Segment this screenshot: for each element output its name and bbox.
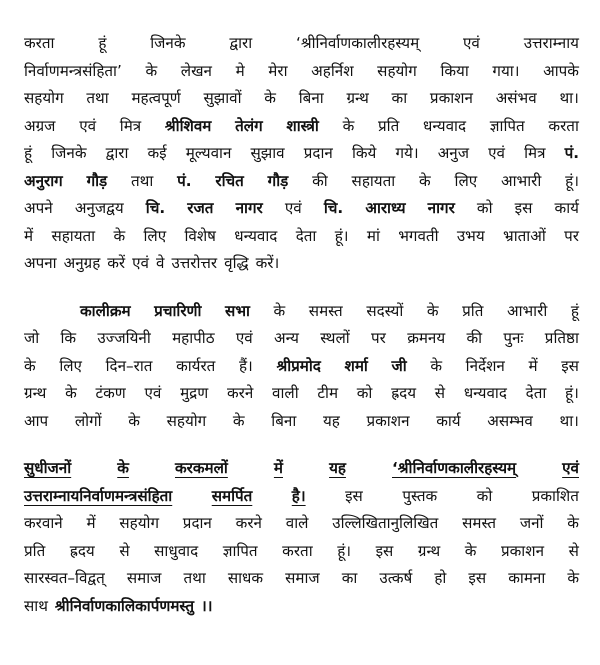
word: अहर्निश [311, 61, 354, 80]
word: मित्र [119, 116, 142, 135]
word: के [342, 116, 355, 135]
word: करता [282, 541, 313, 560]
word: प्रकाशन [429, 89, 473, 107]
word: एवं [284, 199, 302, 217]
text-line [24, 510, 579, 538]
word: आपके [543, 61, 579, 80]
word: मां [366, 226, 380, 245]
word: करें [107, 254, 126, 272]
word: हूं। [565, 171, 579, 190]
word: जिनके [150, 34, 186, 52]
word: उत्तराम्नाय [523, 34, 579, 52]
word: पर [564, 226, 579, 245]
word: मित्र [524, 144, 546, 162]
word: मेरा [268, 61, 288, 80]
paragraph-acknowledgement-sabha [24, 298, 579, 436]
word: निर्देशन [465, 356, 505, 375]
word: को [476, 486, 493, 505]
word: का [341, 569, 358, 587]
word: पर [371, 329, 386, 347]
bold-word: आराध्य [365, 199, 406, 217]
word: तथा [131, 171, 154, 190]
word: अनुग्रह [63, 254, 101, 272]
word: कि [60, 329, 77, 347]
word: वाले [285, 514, 309, 532]
word: महत्वपूर्ण [131, 89, 181, 107]
word: देता [525, 384, 547, 402]
word: इस [345, 486, 363, 505]
word: वृद्धि [224, 254, 249, 272]
bold-word: नागर [235, 199, 263, 217]
bold-word: एवं [562, 459, 579, 477]
bold-word: पं. [564, 144, 579, 162]
word: की [466, 329, 483, 347]
word: के [419, 171, 431, 190]
word: देता [295, 226, 317, 245]
bold-word: गौड़ [86, 171, 108, 190]
word: ‘श्रीनिर्वाणकालीरहस्यम् [296, 34, 420, 52]
word: समस्त [462, 514, 497, 532]
word: साधुवाद [154, 541, 199, 560]
word: ग्रन्थ [417, 541, 441, 560]
word: सहयोग [119, 514, 159, 532]
word: उज्जयिनी [97, 329, 151, 347]
word: की [312, 171, 328, 190]
word: के [264, 89, 276, 107]
word: के [128, 411, 140, 430]
word: ग्रन्थ [24, 384, 47, 402]
text-line [24, 538, 579, 566]
text-line [24, 223, 579, 251]
text-line [24, 380, 579, 408]
word: अनुज [437, 144, 470, 162]
word: धन्यवाद [463, 384, 507, 402]
text-line [24, 113, 579, 141]
word: दिन–रात [105, 356, 153, 375]
word: लिए [143, 226, 167, 245]
word: स्थलों [320, 329, 350, 347]
word: के [65, 384, 77, 402]
word: महापीठ [172, 329, 215, 347]
word: को [356, 384, 373, 402]
word: कार्यरत [176, 356, 216, 375]
word: गया। [492, 61, 520, 80]
bold-word: कालीक्रम [80, 301, 131, 320]
word: अग्रज [24, 116, 56, 135]
bold-word: सुधीजनों [24, 459, 72, 477]
word: के [24, 356, 36, 375]
bold-word: चि. [323, 199, 344, 217]
word: प्रति [462, 301, 484, 320]
word: था। [559, 89, 579, 107]
word: करने [235, 514, 262, 532]
bold-word: है। [291, 486, 306, 505]
word: द्वारा [229, 34, 253, 52]
word: जो [24, 329, 40, 347]
text-line [24, 408, 579, 436]
text-line [24, 593, 579, 621]
bold-word: ।। [201, 596, 213, 615]
word: लिए [454, 171, 478, 190]
word: एवं [235, 329, 253, 347]
word: सुझावों [203, 89, 242, 107]
word: मूल्यवान [185, 144, 232, 162]
word: आप [24, 411, 49, 430]
word: से [119, 541, 130, 560]
word: भगवती [398, 226, 439, 245]
word: हूं [24, 144, 33, 162]
word: असंभव [495, 89, 537, 107]
word: सहयोग [377, 61, 417, 80]
text-line [24, 30, 579, 58]
word: टंकण [95, 384, 126, 402]
bold-word: करकमलों [174, 459, 228, 477]
word: प्रकाशन [501, 541, 544, 560]
word: कार्य [436, 411, 461, 430]
word: सहायता [351, 171, 396, 190]
word: एवं [144, 384, 162, 402]
word: में [86, 514, 96, 532]
word: के [567, 514, 579, 532]
bold-word: उत्तराम्नायनिर्वाणमन्त्रसंहिता [24, 486, 173, 505]
word: करने [226, 384, 254, 402]
word: हैं। [238, 356, 253, 375]
word: इस [514, 199, 533, 217]
word: के [430, 356, 443, 375]
word: कार्य [554, 199, 579, 217]
word: तथा [183, 569, 206, 587]
bold-word: रचित [215, 171, 244, 190]
word: ज्ञापित [222, 541, 258, 560]
word: अनुजद्वय [74, 199, 124, 217]
word: था। [559, 411, 579, 430]
bold-word: ‘श्रीनिर्वाणकालीरहस्यम् [392, 459, 517, 477]
text-line [24, 483, 579, 511]
bold-word: पं. [177, 171, 192, 190]
word: किये [351, 144, 377, 162]
word: वे [156, 254, 165, 272]
word: जनों [519, 514, 544, 532]
word: तथा [86, 89, 109, 107]
word: एवं [132, 254, 149, 272]
bold-word: शास्त्री [286, 116, 319, 135]
text-line [24, 168, 579, 196]
word: सहयोग [166, 411, 207, 430]
bold-word: सभा [225, 301, 250, 320]
word: उभय [456, 226, 485, 245]
word: कामना [508, 569, 546, 587]
text-line [24, 353, 579, 381]
word: किया [440, 61, 469, 80]
word: से [434, 384, 446, 402]
word: क्रमनय [407, 329, 446, 347]
word: मे [235, 61, 245, 80]
word: के [273, 301, 286, 320]
word: अपने [24, 199, 53, 217]
word: उत्कर्ष [379, 569, 413, 587]
bold-word: चि. [145, 199, 166, 217]
text-line [24, 85, 579, 113]
word: लिए [59, 356, 82, 375]
bold-word: गौड़ [267, 171, 289, 190]
word: एवं [463, 34, 480, 52]
word: असम्भव [487, 411, 533, 430]
bold-word: शर्मा [344, 356, 368, 375]
word: इस [561, 356, 579, 375]
word: हूं [570, 301, 579, 320]
word: साथ [24, 596, 48, 615]
word: उत्तरोत्तर [171, 254, 218, 272]
word: अन्य [274, 329, 299, 347]
word: के [113, 226, 126, 245]
word: सहायता [51, 226, 96, 245]
word: जिनके [51, 144, 87, 162]
word: समाज [285, 569, 320, 587]
bold-word: जी [391, 356, 407, 375]
word: पुनः [503, 329, 524, 347]
word: हूं। [337, 541, 352, 560]
word: के [232, 411, 245, 430]
bold-word: यह [329, 459, 346, 477]
word: आभारी [506, 301, 548, 320]
word: ह्रदय [69, 541, 95, 560]
word: इस [468, 569, 487, 587]
word: अपना [24, 254, 57, 272]
word: प्रकाशित [531, 486, 579, 505]
bold-word: श्रीप्रमोद [276, 356, 321, 375]
word: उल्लिखितानुलिखित [332, 514, 439, 532]
word: करें। [255, 254, 280, 272]
word: हूं। [334, 226, 349, 245]
word: सदस्यों [366, 301, 404, 320]
bold-word: श्रीनिर्वाणकालिकार्पणमस्तु [54, 596, 194, 615]
word: प्रकाशन [366, 411, 410, 430]
bold-word: रजत [187, 199, 214, 217]
word: हूं [98, 34, 107, 52]
word: प्रति [24, 541, 46, 560]
word: को [476, 199, 493, 217]
bold-word: में [273, 459, 283, 477]
word: बिना [271, 411, 297, 430]
word: एवं [79, 116, 97, 135]
word: द्वारा [105, 144, 129, 162]
word: गये। [395, 144, 419, 162]
word: हूं। [565, 384, 579, 402]
word: ग्रन्थ [346, 89, 369, 107]
word: प्रदान [182, 514, 212, 532]
word: बिना [298, 89, 324, 107]
text-line [24, 195, 579, 223]
word: मुद्रण [180, 384, 209, 402]
word: साधक [227, 569, 264, 587]
word: वाली [272, 384, 299, 402]
word: के [464, 541, 477, 560]
word: विशेष [184, 226, 216, 245]
word: करता [24, 34, 55, 52]
word: एवं [488, 144, 505, 162]
paragraph-acknowledgement-family [24, 30, 579, 278]
word: इस [375, 541, 394, 560]
word: निर्वाणमन्त्रसंहिता’ [24, 61, 122, 80]
word: सारस्वत–विद्वत् [24, 569, 105, 587]
word: टीम [317, 384, 339, 402]
bold-word: श्रीशिवम [164, 116, 212, 135]
word: का [391, 89, 408, 107]
word: सहयोग [24, 89, 64, 107]
bold-word: अनुराग [24, 171, 63, 190]
text-line [24, 250, 579, 278]
word: आभारी [501, 171, 542, 190]
word: करवाने [24, 514, 63, 532]
word: करता [548, 116, 579, 135]
word: ह्रदय [391, 384, 417, 402]
word: सुझाव [250, 144, 285, 162]
text-line [24, 455, 579, 483]
word: लोगों [74, 411, 102, 430]
text-line [24, 325, 579, 353]
word: लेखन [180, 61, 212, 80]
word: समस्त [308, 301, 343, 320]
text-line [24, 565, 579, 593]
word: प्रति [378, 116, 400, 135]
word: प्रतिष्ठा [544, 329, 579, 347]
word: में [24, 226, 34, 245]
word: पुस्तक [402, 486, 438, 505]
text-line [24, 298, 579, 326]
paragraph-dedication [24, 455, 579, 620]
word: में [528, 356, 538, 375]
word: प्रदान [303, 144, 333, 162]
word: धन्यवाद [422, 116, 467, 135]
bold-word: तेलंग [235, 116, 263, 135]
word: धन्यवाद [234, 226, 278, 245]
word: यह [322, 411, 340, 430]
text-line [24, 140, 579, 168]
word: से [568, 541, 579, 560]
word: के [426, 301, 439, 320]
bold-word: समर्पित [211, 486, 253, 505]
text-line [24, 58, 579, 86]
word: ज्ञापित [489, 116, 525, 135]
bold-word: नागर [427, 199, 455, 217]
word: के [145, 61, 158, 80]
word: समाज [126, 569, 162, 587]
word: कई [147, 144, 167, 162]
word: भ्राताओं [503, 226, 546, 245]
word: हो [434, 569, 447, 587]
bold-word: प्रचारिणी [154, 301, 202, 320]
word: के [567, 569, 579, 587]
bold-word: के [117, 459, 129, 477]
